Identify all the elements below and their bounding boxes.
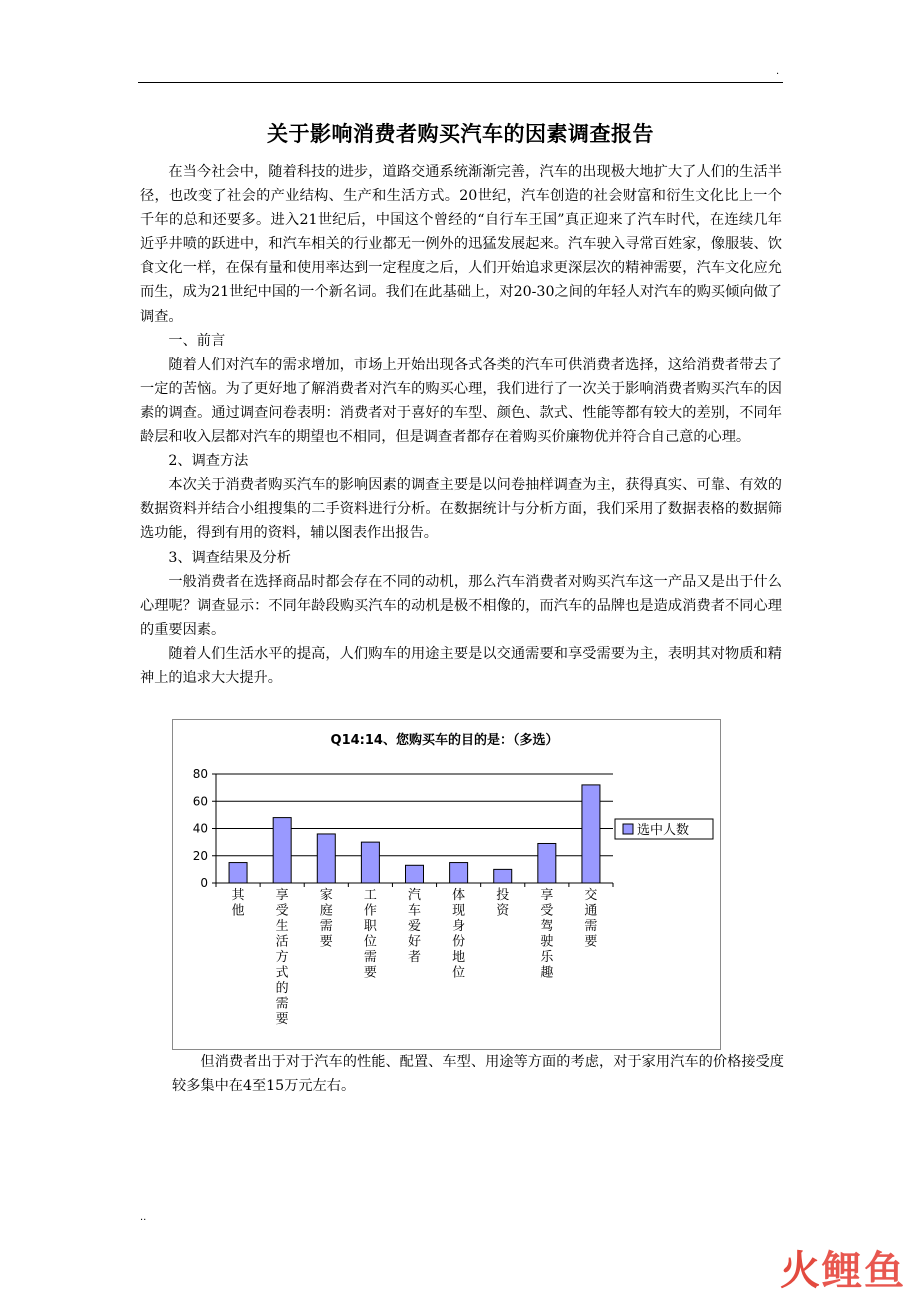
header-dot: .	[776, 66, 780, 77]
y-tick-label: 80	[192, 767, 208, 781]
y-tick-label: 60	[192, 794, 208, 809]
bar-6	[494, 869, 512, 883]
chart-title: Q14:14、您购买车的目的是：（多选）	[330, 733, 559, 748]
x-tick-label: 投资	[496, 888, 510, 919]
legend-label: 选中人数	[637, 823, 690, 838]
x-tick-label: 享受生活方式的需要	[275, 888, 289, 1027]
x-tick-label: 其他	[231, 888, 245, 919]
y-tick-label: 0	[200, 876, 208, 890]
section-heading-preface: 一、前言	[168, 332, 226, 349]
legend-swatch	[623, 824, 633, 834]
watermark-text-b: 鲤鱼	[822, 1248, 906, 1294]
section-heading-results: 3、调查结果及分析	[168, 549, 291, 566]
watermark-logo	[780, 1239, 906, 1296]
chart-svg	[173, 720, 720, 1049]
price-paragraph: 但消费者出于对于汽车的性能、配置、车型、用途等方面的考虑，对于家用汽车的价格接受度较多集中在4至15万元左右。	[172, 1054, 784, 1095]
method-paragraph: 本次关于消费者购买汽车的影响因素的调查主要是以问卷抽样调查为主，获得真实、可靠、有效的数据资料并结合小组搜集的二手资料进行分析。在数据统计与分析方面，我们采用了数据表格的数据筛选功能，得到有用的资料，辅以图表作出报告。	[140, 477, 782, 542]
purchase-purpose-chart	[172, 719, 721, 1050]
x-tick-label: 交通需要	[584, 888, 598, 950]
bar-7	[538, 843, 556, 883]
x-tick-label: 享受驾驶乐趣	[540, 888, 554, 981]
document-title: 关于影响消费者购买汽车的因素调查报告	[267, 122, 654, 146]
y-tick-label: 20	[192, 848, 208, 863]
watermark-text-a: 火	[780, 1248, 822, 1294]
results-paragraph-1: 一般消费者在选择商品时都会存在不同的动机，那么汽车消费者对购买汽车这一产品又是出于什么心理呢？调查显示：不同年龄段购买汽车的动机是极不相像的，而汽车的品牌也是造成消费者不同心理的重要因素。	[140, 573, 782, 638]
x-tick-label: 汽车爱好者	[407, 888, 422, 965]
document-body-after-chart	[172, 1050, 784, 1098]
results-paragraph-2: 随着人们生活水平的提高，人们购车的用途主要是以交通需要和享受需要为主，表明其对物质和精神上的追求大大提升。	[140, 645, 782, 686]
bar-4	[406, 865, 424, 883]
preface-paragraph: 随着人们对汽车的需求增加，市场上开始出现各式各类的汽车可供消费者选择，这给消费者带去了一定的苦恼。为了更好地了解消费者对汽车的购买心理，我们进行了一次关于影响消费者购买汽车的因素的调查。通过调查问卷表明：消费者对于喜好的车型、颜色、款式、性能等都有较大的差别，不同年龄层和收入层都对汽车的期望也不相同，但是调查者都存在着购买价廉物优并符合自己意的心理。	[140, 356, 782, 446]
bar-2	[317, 834, 335, 883]
bar-1	[273, 818, 291, 883]
footer-dots: ..	[140, 1212, 147, 1223]
bar-5	[450, 863, 468, 883]
document-body	[140, 160, 782, 690]
intro-paragraph: 在当今社会中，随着科技的进步，道路交通系统渐渐完善，汽车的出现极大地扩大了人们的生活半径，也改变了社会的产业结构、生产和生活方式。20世纪，汽车创造的社会财富和衍生文化比上一个千年的总和还要多。进入21世纪后，中国这个曾经的“自行车王国”真正迎来了汽车时代，在连续几年近乎井喷的跃进中，和汽车相关的行业都无一例外的迅猛发展起来。汽车驶入寻常百姓家，像服装、饮食文化一样，在保有量和使用率达到一定程度之后，人们开始追求更深层次的精神需要，汽车文化应允而生，成为21世纪中国的一个新名词。我们在此基础上，对20-30之间的年轻人对汽车的购买倾向做了调查。	[140, 164, 782, 325]
bar-0	[229, 863, 247, 883]
section-heading-method: 2、调查方法	[168, 453, 249, 470]
x-tick-label: 体现身份地位	[452, 888, 466, 981]
bar-3	[361, 842, 379, 883]
header-rule	[138, 82, 783, 83]
x-tick-label: 工作职位需要	[363, 888, 377, 981]
bar-8	[582, 785, 600, 883]
x-tick-label: 家庭需要	[319, 888, 333, 950]
y-tick-label: 40	[192, 821, 208, 836]
